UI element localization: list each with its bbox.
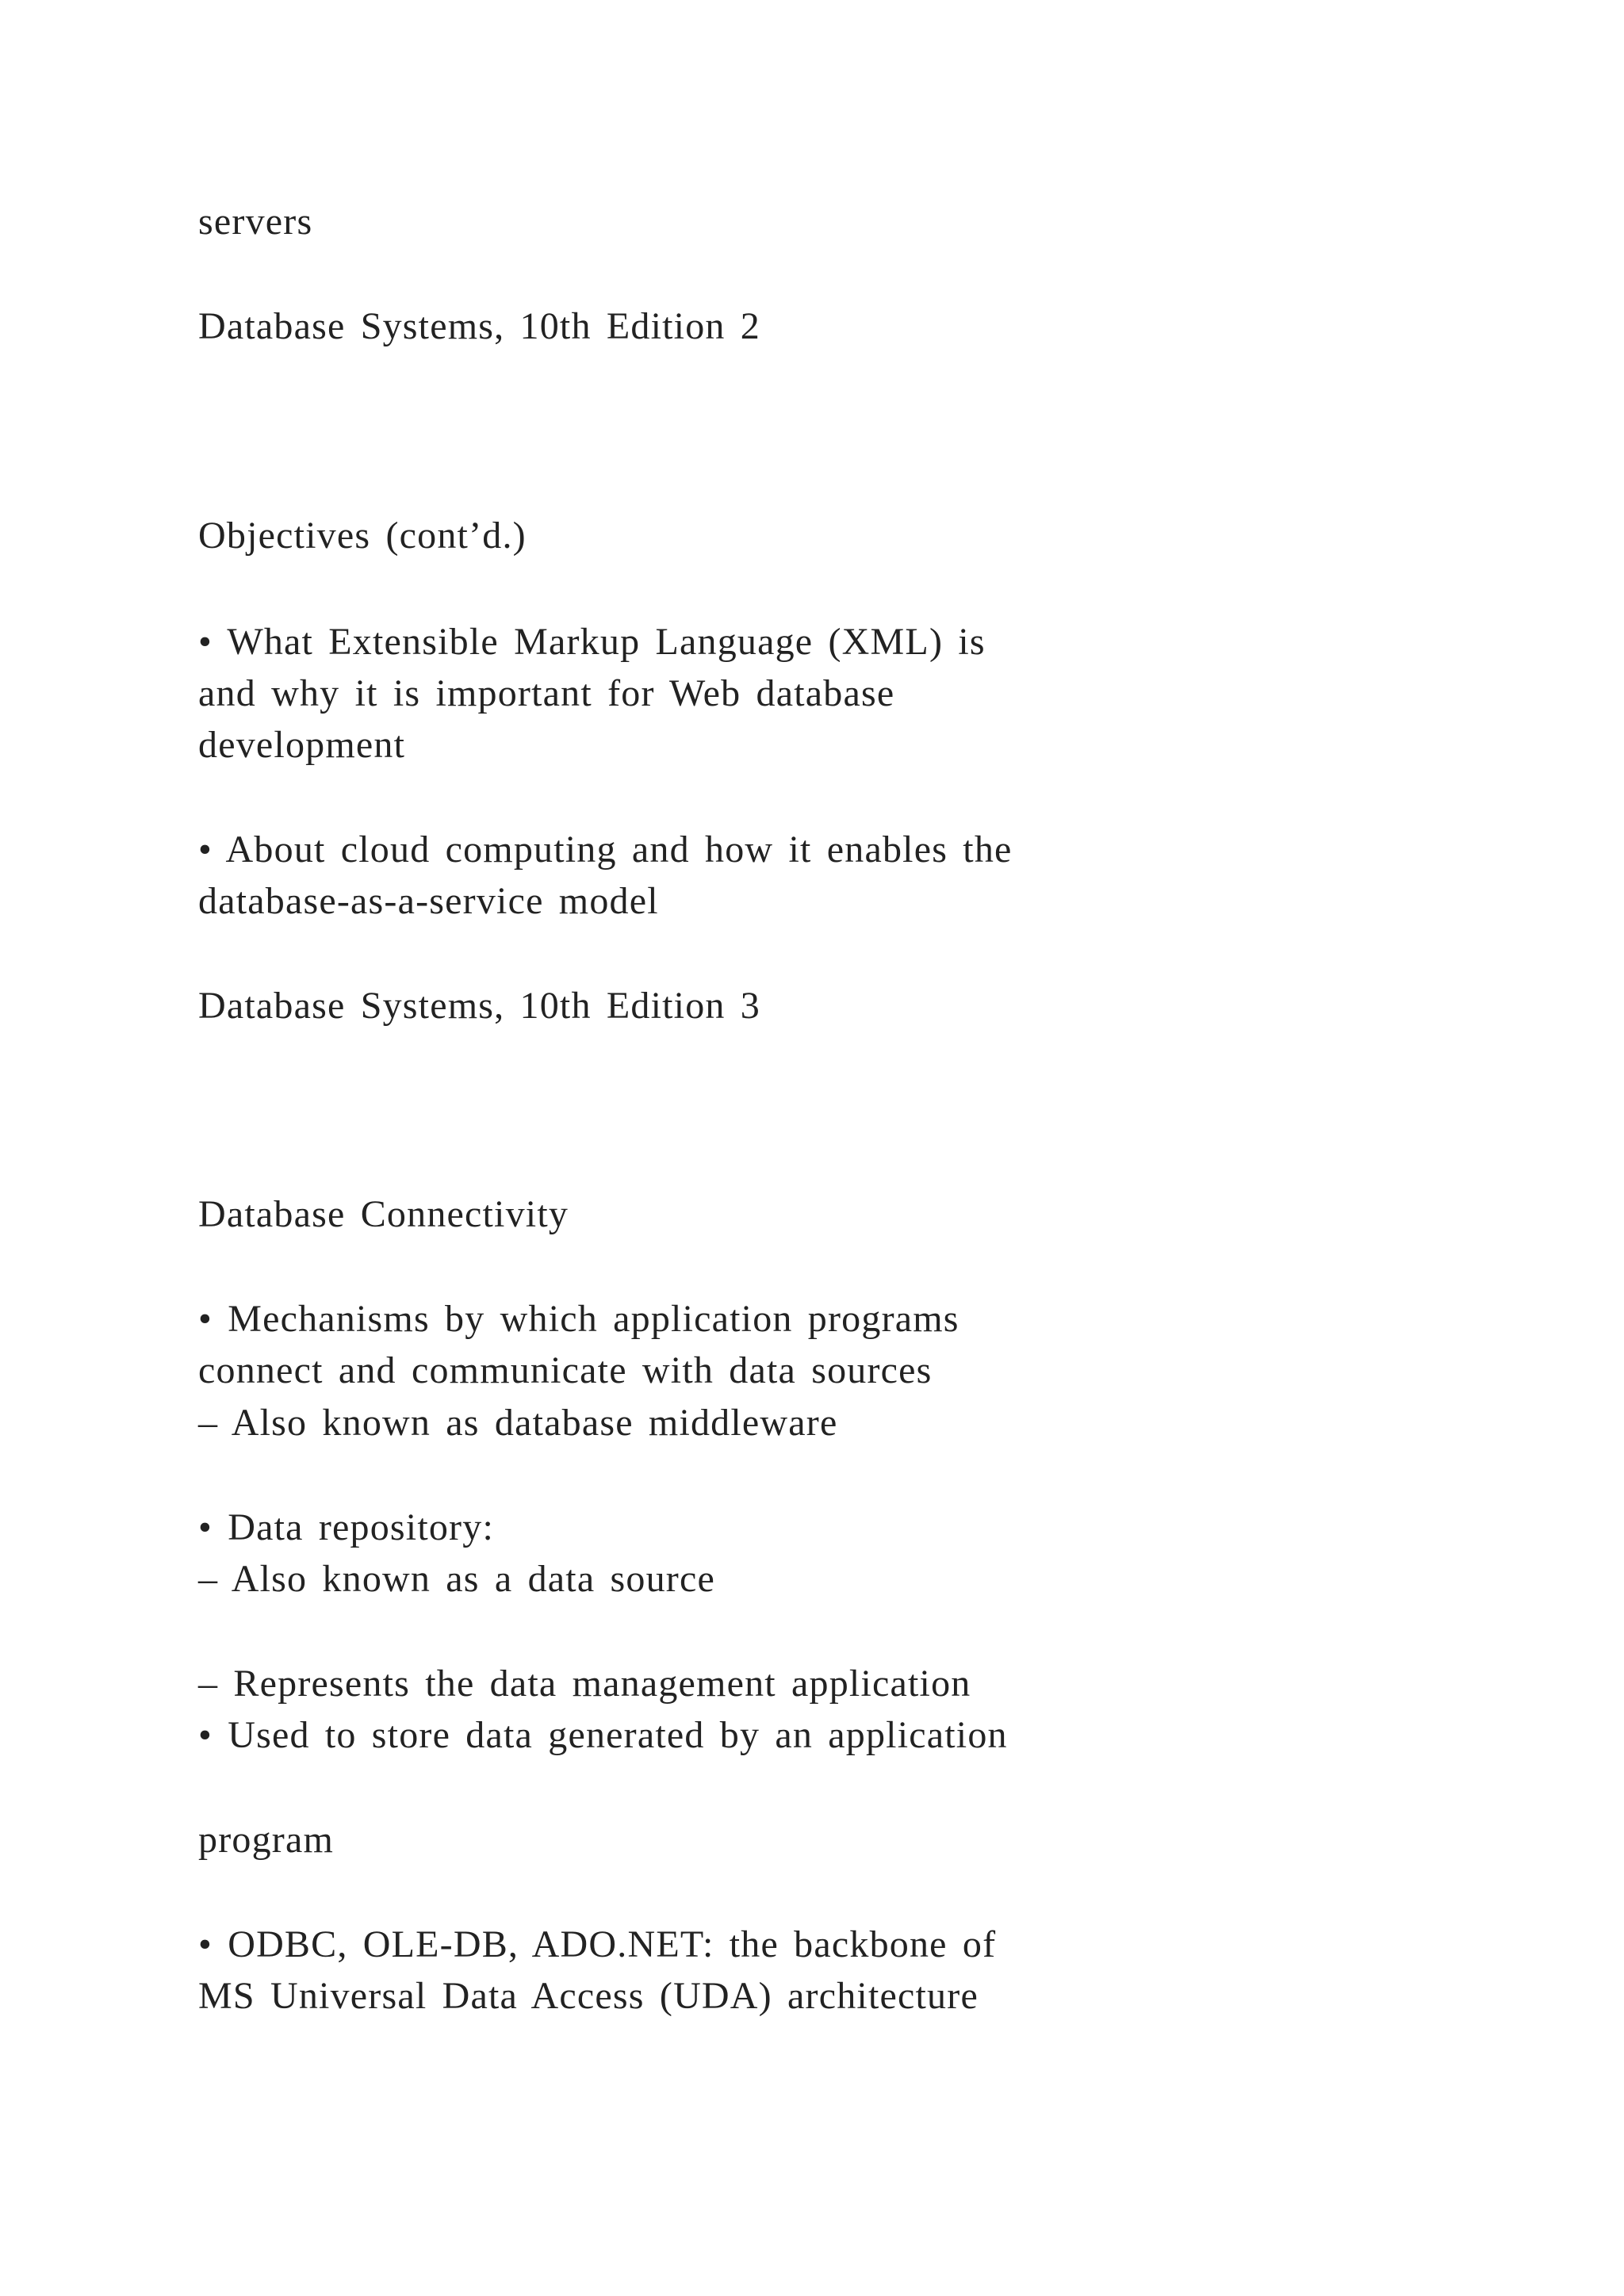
footer-line: Database Systems, 10th Edition 3 (198, 985, 760, 1027)
bullet-line: • Data repository: (198, 1506, 494, 1548)
bullet-line: • Used to store data generated by an application (198, 1714, 1008, 1756)
bullet-line: • ODBC, OLE-DB, ADO.NET: the backbone of (198, 1923, 997, 1965)
text-line: database-as-a-service model (198, 880, 659, 922)
bullet-line: • Mechanisms by which application programs (198, 1298, 959, 1340)
text-line: and why it is important for Web database (198, 672, 895, 714)
text-line: connect and communicate with data sources (198, 1349, 933, 1391)
bullet-line: • What Extensible Markup Language (XML) is (198, 621, 986, 663)
text-line: MS Universal Data Access (UDA) architecture (198, 1975, 979, 2017)
sub-bullet-line: – Represents the data management application (198, 1663, 971, 1705)
section-heading: Objectives (cont’d.) (198, 515, 527, 557)
text-line: program (198, 1819, 335, 1861)
sub-bullet-line: – Also known as database middleware (198, 1402, 838, 1444)
text-line: development (198, 724, 406, 766)
footer-line: Database Systems, 10th Edition 2 (198, 305, 760, 347)
bullet-line: • About cloud computing and how it enables the (198, 828, 1013, 871)
sub-bullet-line: – Also known as a data source (198, 1558, 716, 1600)
section-heading: Database Connectivity (198, 1193, 569, 1235)
text-line: servers (198, 201, 313, 243)
